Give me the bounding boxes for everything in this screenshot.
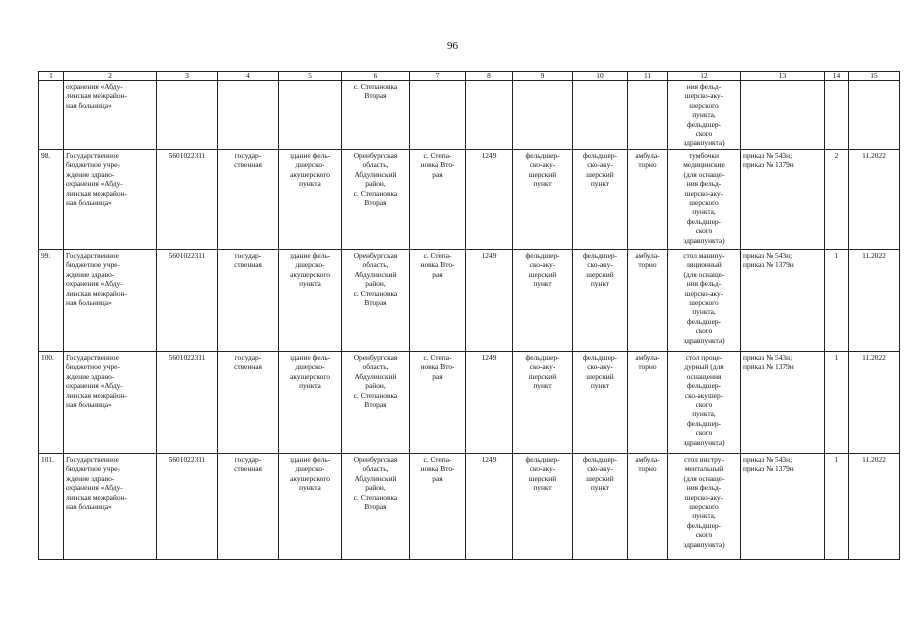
- cell-profile: амбула- торно: [628, 150, 668, 250]
- cell-date: [849, 81, 900, 150]
- cell-profile: амбула- торно: [628, 454, 668, 560]
- cell-address: Оренбургская область, Абдулинский район, с. Степановка Вторая: [342, 454, 410, 560]
- cell-num: 99.: [39, 250, 64, 352]
- cell-equipment: стол проце- дурный (для оснащения фельдшер- ско-акушер- ского пункта, фельдшер- ского здравпункта): [668, 352, 741, 454]
- cell-profile: амбула- торно: [628, 352, 668, 454]
- cell-code: 1249: [466, 352, 513, 454]
- table-row: [39, 352, 900, 454]
- cell-inn: 5601022311: [157, 150, 218, 250]
- column-number: 3: [157, 72, 218, 81]
- cell-organization: Государственное бюджетное учре- ждение здраво- охранения «Абду- линская межрайон- ная больница»: [64, 454, 157, 560]
- cell-inn: 5601022311: [157, 250, 218, 352]
- page-number: 96: [447, 40, 458, 52]
- cell-quantity: 1: [825, 454, 849, 560]
- cell-profile: [628, 81, 668, 150]
- column-number: 5: [279, 72, 342, 81]
- cell-profile: амбула- торно: [628, 250, 668, 352]
- column-number: 12: [668, 72, 741, 81]
- cell-order: приказ № 543н; приказ № 1379н: [741, 454, 825, 560]
- cell-ownership: государ- ственная: [218, 250, 279, 352]
- cell-locality: [410, 81, 466, 150]
- cell-equipment: тумбочки медицинские (для оснаще- ния фельд- шерско-аку- шерского пункта, фельдшер- ского здравпункта): [668, 150, 741, 250]
- cell-num: 98.: [39, 150, 64, 250]
- cell-inn: 5601022311: [157, 454, 218, 560]
- table-row: [39, 454, 900, 560]
- column-number: 4: [218, 72, 279, 81]
- table-row-continuation: [39, 81, 900, 150]
- cell-inn: 5601022311: [157, 352, 218, 454]
- cell-date: 11.2022: [849, 150, 900, 250]
- cell-locality: с. Степа- новка Вто- рая: [410, 250, 466, 352]
- cell-ownership: государ- ственная: [218, 150, 279, 250]
- cell-building: [279, 81, 342, 150]
- cell-building: здание фель- дшерско- акушерского пункта: [279, 454, 342, 560]
- cell-address: Оренбургская область, Абдулинский район, с. Степановка Вторая: [342, 250, 410, 352]
- cell-inn: [157, 81, 218, 150]
- cell-type: фельдшер- ско-аку- шерский пункт: [513, 150, 573, 250]
- cell-ownership: государ- ственная: [218, 352, 279, 454]
- cell-organization: Государственное бюджетное учре- ждение здраво- охранения «Абду- линская межрайон- ная больница»: [64, 150, 157, 250]
- cell-code: 1249: [466, 454, 513, 560]
- cell-organization: Государственное бюджетное учре- ждение здраво- охранения «Абду- линская межрайон- ная больница»: [64, 352, 157, 454]
- cell-order: [741, 81, 825, 150]
- cell-type: фельдшер- ско-аку- шерский пункт: [573, 454, 628, 560]
- cell-equipment: стол инстру- ментальный (для оснаще- ния фельд- шерско-аку- шерского пункта, фельдшер- ского здравпункта): [668, 454, 741, 560]
- cell-locality: с. Степа- новка Вто- рая: [410, 454, 466, 560]
- cell-organization: охранения «Абду- линская межрайон- ная больница»: [64, 81, 157, 150]
- cell-date: 11.2022: [849, 250, 900, 352]
- cell-type: фельдшер- ско-аку- шерский пункт: [573, 150, 628, 250]
- cell-order: приказ № 543н; приказ № 1379н: [741, 250, 825, 352]
- cell-equipment: стол манипу- ляционный (для оснаще- ния фельд- шерско-аку- шерского пункта, фельдшер- ского здравпункта): [668, 250, 741, 352]
- cell-num: [39, 81, 64, 150]
- cell-code: 1249: [466, 250, 513, 352]
- cell-building: здание фель- дшерско- акушерского пункта: [279, 352, 342, 454]
- cell-quantity: 1: [825, 352, 849, 454]
- table-row: [39, 150, 900, 250]
- cell-quantity: 2: [825, 150, 849, 250]
- column-number: 7: [410, 72, 466, 81]
- cell-quantity: 1: [825, 250, 849, 352]
- cell-type: фельдшер- ско-аку- шерский пункт: [573, 250, 628, 352]
- column-number-row: [39, 72, 900, 81]
- cell-quantity: [825, 81, 849, 150]
- register-table: [38, 71, 900, 560]
- cell-equipment: ния фельд- шерско-аку- шерского пункта, фельдшер- ского здравпункта): [668, 81, 741, 150]
- cell-building: здание фель- дшерско- акушерского пункта: [279, 150, 342, 250]
- column-number: 8: [466, 72, 513, 81]
- cell-num: 101.: [39, 454, 64, 560]
- cell-ownership: [218, 81, 279, 150]
- cell-code: 1249: [466, 150, 513, 250]
- cell-order: приказ № 543н; приказ № 1379н: [741, 150, 825, 250]
- column-number: 6: [342, 72, 410, 81]
- cell-type: фельдшер- ско-аку- шерский пункт: [573, 352, 628, 454]
- cell-type: фельдшер- ско-аку- шерский пункт: [513, 250, 573, 352]
- table-row: [39, 250, 900, 352]
- cell-type: [513, 81, 573, 150]
- column-number: 2: [64, 72, 157, 81]
- column-number: 15: [849, 72, 900, 81]
- cell-type: фельдшер- ско-аку- шерский пункт: [513, 352, 573, 454]
- column-number: 11: [628, 72, 668, 81]
- cell-date: 11.2022: [849, 454, 900, 560]
- column-number: 13: [741, 72, 825, 81]
- cell-num: 100.: [39, 352, 64, 454]
- cell-date: 11.2022: [849, 352, 900, 454]
- cell-locality: с. Степа- новка Вто- рая: [410, 150, 466, 250]
- cell-address: Оренбургская область, Абдулинский район, с. Степановка Вторая: [342, 150, 410, 250]
- column-number: 1: [39, 72, 64, 81]
- cell-type: [573, 81, 628, 150]
- cell-locality: с. Степа- новка Вто- рая: [410, 352, 466, 454]
- cell-code: [466, 81, 513, 150]
- column-number: 9: [513, 72, 573, 81]
- cell-order: приказ № 543н; приказ № 1379н: [741, 352, 825, 454]
- cell-type: фельдшер- ско-аку- шерский пункт: [513, 454, 573, 560]
- column-number: 14: [825, 72, 849, 81]
- column-number: 10: [573, 72, 628, 81]
- cell-address: Оренбургская область, Абдулинский район, с. Степановка Вторая: [342, 352, 410, 454]
- cell-organization: Государственное бюджетное учре- ждение здраво- охранения «Абду- линская межрайон- ная больница»: [64, 250, 157, 352]
- cell-ownership: государ- ственная: [218, 454, 279, 560]
- cell-building: здание фель- дшерско- акушерского пункта: [279, 250, 342, 352]
- cell-address: с. Степановка Вторая: [342, 81, 410, 150]
